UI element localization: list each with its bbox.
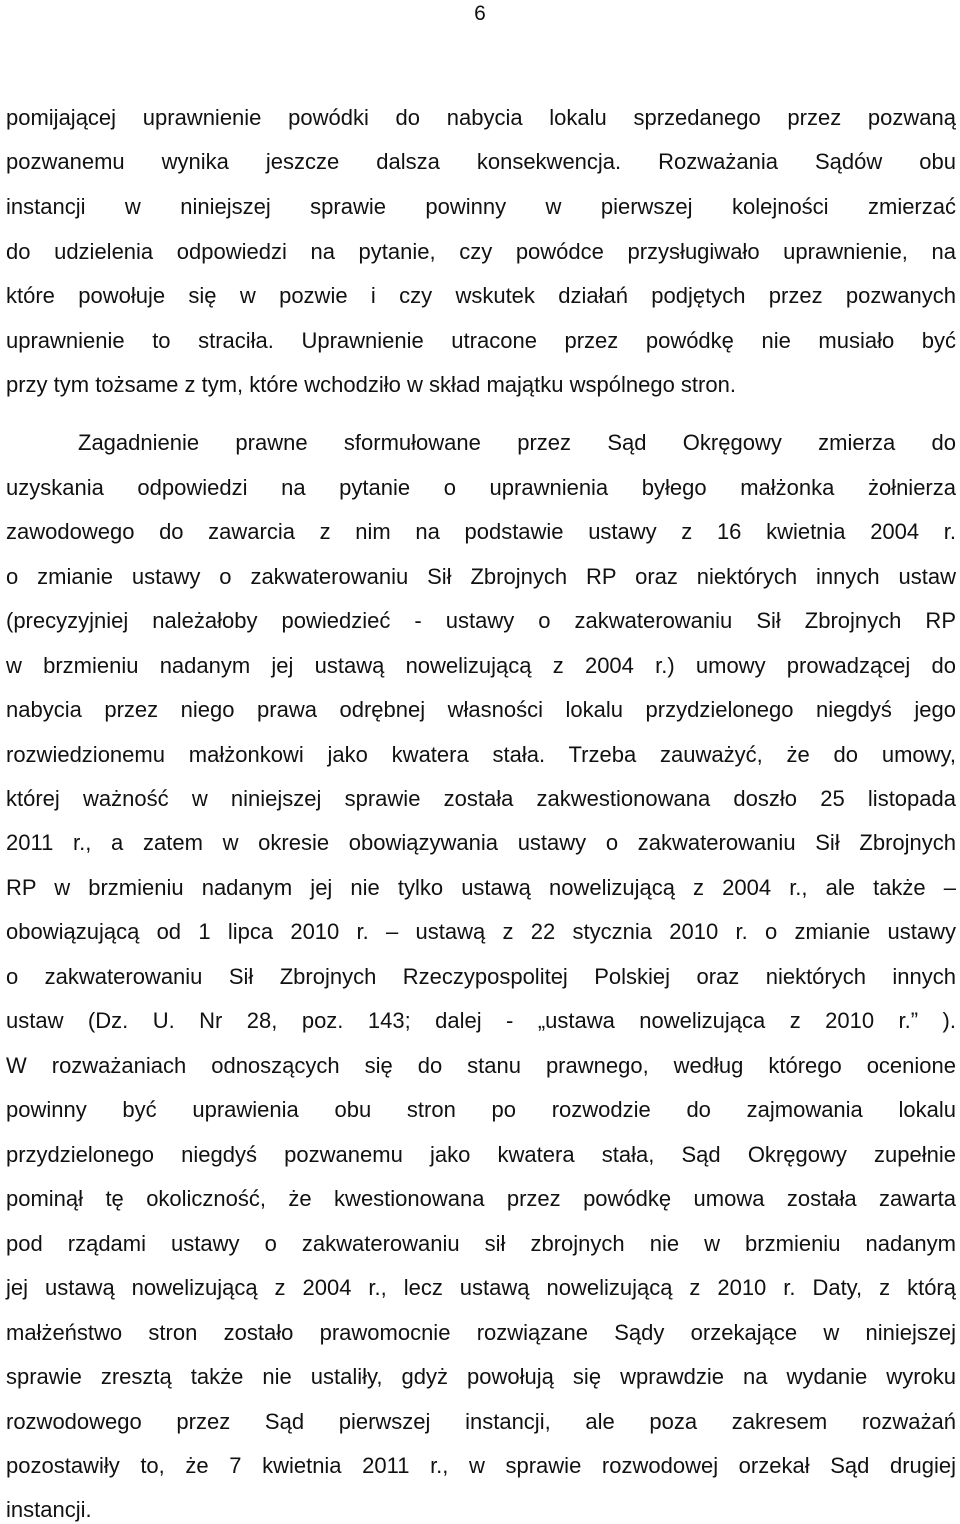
text-line: 2011 r., a zatem w okresie obowiązywania ustawy o zakwaterowaniu Sił Zbrojnych <box>6 830 956 855</box>
text-line: o zakwaterowaniu Sił Zbrojnych Rzeczypospolitej Polskiej oraz niektórych innych <box>6 964 956 989</box>
text-line: przydzielonego niegdyś pozwanemu jako kwatera stała, Sąd Okręgowy zupełnie <box>6 1142 956 1167</box>
text-line: jej ustawą nowelizującą z 2004 r., lecz ustawą nowelizującą z 2010 r. Daty, z którą <box>6 1275 956 1300</box>
text-line: rozwiedzionemu małżonkowi jako kwatera stała. Trzeba zauważyć, że do umowy, <box>6 742 956 767</box>
text-line: pomijającej uprawnienie powódki do nabycia lokalu sprzedanego przez pozwaną <box>6 105 956 130</box>
text-line: (precyzyjniej należałoby powiedzieć - ustawy o zakwaterowaniu Sił Zbrojnych RP <box>6 608 956 633</box>
text-line: instancji w niniejszej sprawie powinny w pierwszej kolejności zmierzać <box>6 194 956 219</box>
text-line: Zagadnienie prawne sformułowane przez Sąd Okręgowy zmierza do <box>78 430 956 455</box>
page-number: 6 <box>474 2 486 25</box>
text-line: pominął tę okoliczność, że kwestionowana przez powódkę umowa została zawarta <box>6 1186 956 1211</box>
text-line: przy tym tożsame z tym, które wchodziło w skład majątku wspólnego stron. <box>6 372 736 397</box>
text-line: do udzielenia odpowiedzi na pytanie, czy powódce przysługiwało uprawnienie, na <box>6 239 956 264</box>
text-line: pod rządami ustawy o zakwaterowaniu sił zbrojnych nie w brzmieniu nadanym <box>6 1231 956 1256</box>
text-line: ustaw (Dz. U. Nr 28, poz. 143; dalej - „ustawa nowelizująca z 2010 r.” ). <box>6 1008 956 1033</box>
text-line: instancji. <box>6 1497 92 1522</box>
text-line: W rozważaniach odnoszących się do stanu prawnego, według którego ocenione <box>6 1053 956 1078</box>
text-line: o zmianie ustawy o zakwaterowaniu Sił Zbrojnych RP oraz niektórych innych ustaw <box>6 564 956 589</box>
text-line: małżeństwo stron zostało prawomocnie rozwiązane Sądy orzekające w niniejszej <box>6 1320 956 1345</box>
text-line: zawodowego do zawarcia z nim na podstawie ustawy z 16 kwietnia 2004 r. <box>6 519 956 544</box>
text-line: w brzmieniu nadanym jej ustawą nowelizującą z 2004 r.) umowy prowadzącej do <box>6 653 956 678</box>
text-line: które powołuje się w pozwie i czy wskutek działań podjętych przez pozwanych <box>6 283 956 308</box>
text-line: nabycia przez niego prawa odrębnej własności lokalu przydzielonego niegdyś jego <box>6 697 956 722</box>
text-line: powinny być uprawienia obu stron po rozwodzie do zajmowania lokalu <box>6 1097 956 1122</box>
text-line: RP w brzmieniu nadanym jej nie tylko ustawą nowelizującą z 2004 r., ale także – <box>6 875 956 900</box>
text-line: której ważność w niniejszej sprawie została zakwestionowana doszło 25 listopada <box>6 786 956 811</box>
text-line: sprawie zresztą także nie ustaliły, gdyż powołują się wprawdzie na wydanie wyroku <box>6 1364 956 1389</box>
text-line: uprawnienie to straciła. Uprawnienie utracone przez powódkę nie musiało być <box>6 328 956 353</box>
text-line: pozostawiły to, że 7 kwietnia 2011 r., w sprawie rozwodowej orzekał Sąd drugiej <box>6 1453 956 1478</box>
text-line: rozwodowego przez Sąd pierwszej instancji, ale poza zakresem rozważań <box>6 1409 956 1434</box>
text-line: uzyskania odpowiedzi na pytanie o uprawnienia byłego małżonka żołnierza <box>6 475 956 500</box>
text-line: obowiązującą od 1 lipca 2010 r. – ustawą z 22 stycznia 2010 r. o zmianie ustawy <box>6 919 956 944</box>
text-line: pozwanemu wynika jeszcze dalsza konsekwencja. Rozważania Sądów obu <box>6 149 956 174</box>
